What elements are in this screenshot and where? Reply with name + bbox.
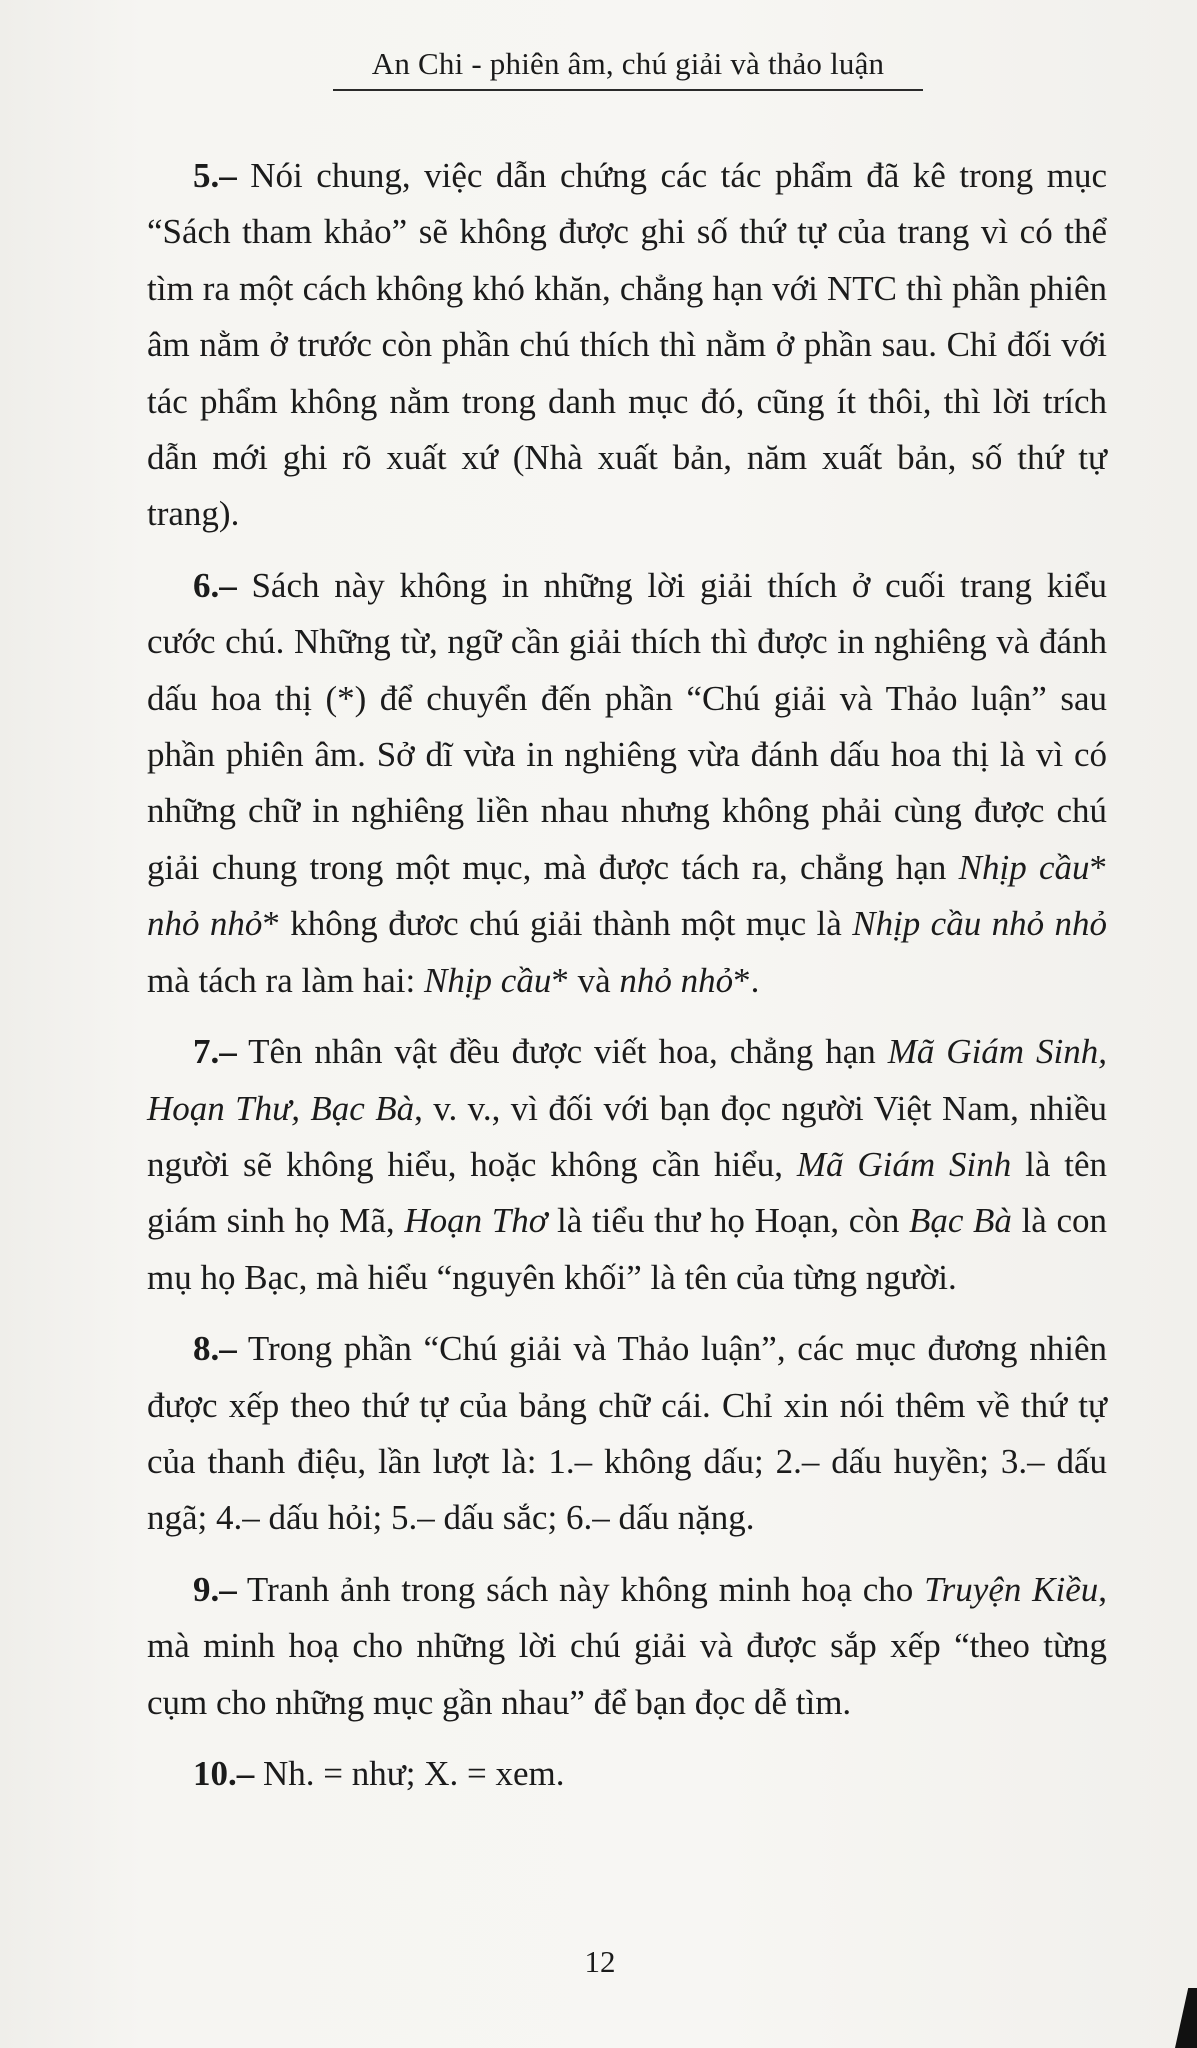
body-text <box>147 148 1107 1817</box>
item-number: 5.– <box>193 156 237 195</box>
text-run: , mà minh hoạ cho những lời chú giải và được sắp xếp “theo từng cụm cho những mục gần nhau” để bạn đọc dễ tìm. <box>147 1569 1108 1722</box>
text-run: là con mụ họ Bạc, mà hiểu “nguyên khối” là tên của từng người. <box>147 1201 1108 1297</box>
text-run: là tên giám sinh họ Mã, <box>147 1144 1107 1241</box>
item-number: 7.– <box>193 1032 237 1072</box>
paragraph-9 <box>147 1562 1107 1731</box>
italic-term: Truyện Kiều <box>924 1569 1099 1609</box>
item-number: 6.– <box>193 565 237 605</box>
paragraph-10 <box>147 1746 1107 1802</box>
page-edge-shadow <box>1175 1988 1197 2048</box>
italic-term: Mã Giám Sinh, Hoạn Thư, Bạc Bà <box>147 1032 1107 1128</box>
italic-term: nhỏ nhỏ <box>619 960 734 1000</box>
italic-term: Nhịp cầu <box>423 960 552 1000</box>
text-run: Nói chung, việc dẫn chứng các tác phẩm đã kê trong mục “Sách tham khảo” sẽ không được ghi số thứ tự của trang vì có thể tìm ra một cách không khó khăn, chẳng hạn với NTC thì phần phiên âm nằm ở trước còn phần chú thích thì nằm ở phần sau. Chỉ đối với tác phẩm không nằm trong danh mục đó, cũng ít thôi, thì lời trích dẫn mới ghi rõ xuất xứ (Nhà xuất bản, năm xuất bản, số thứ tự trang). <box>147 156 1107 534</box>
item-number: 10.– <box>193 1753 255 1793</box>
text-run: Trong phần “Chú giải và Thảo luận”, các mục đương nhiên được xếp theo thứ tự của bảng chữ cái. Chỉ xin nói thêm về thứ tự của thanh điệu, lần lượt là: 1.– không dấu; 2.– dấu huyền; 3.– dấu ngã; 4.– dấu hỏi; 5.– dấu sắc; 6.– dấu nặng. <box>147 1329 1107 1538</box>
text-run: Nh. = như; X. = xem. <box>254 1753 565 1793</box>
italic-term: nhỏ nhỏ <box>147 904 263 944</box>
text-run: mà tách ra làm hai: <box>147 960 424 1000</box>
text-run: * không đươc chú giải thành một mục là <box>262 904 853 944</box>
text-run: là tiểu thư họ Hoạn, còn <box>547 1201 909 1241</box>
text-run: Tên nhân vật đều được viết hoa, chẳng hạn <box>236 1032 888 1072</box>
item-number: 9.– <box>193 1569 237 1609</box>
text-run: Sách này không in những lời giải thích ở cuối trang kiểu cước chú. Những từ, ngữ cần giải thích thì được in nghiêng và đánh dấu hoa thị (*) để chuyển đến phần “Chú giải và Thảo luận” sau phần phiên âm. Sở dĩ vừa in nghiêng vừa đánh dấu hoa thị là vì có những chữ in nghiêng liền nhau nhưng không phải cùng được chú giải chung trong một mục, mà được tách ra, chẳng hạn <box>147 565 1107 887</box>
italic-term: Hoạn Thơ <box>404 1201 548 1241</box>
page-number: 12 <box>584 1944 616 1979</box>
text-run: * <box>1089 847 1108 887</box>
item-number: 8.– <box>193 1329 237 1369</box>
italic-term: Nhịp cầu nhỏ nhỏ <box>852 904 1108 944</box>
italic-term: Nhịp cầu <box>958 847 1090 887</box>
text-run: , v. v., vì đối với bạn đọc người Việt Nam, nhiều người sẽ không hiểu, hoặc không cần hiểu, <box>147 1088 1107 1184</box>
paragraph-7 <box>147 1024 1107 1306</box>
paragraph-8 <box>147 1321 1107 1547</box>
paragraph-6 <box>147 558 1107 1009</box>
text-run: *. <box>733 960 760 1000</box>
italic-term: Bạc Bà <box>908 1201 1012 1241</box>
running-header: An Chi - phiên âm, chú giải và thảo luận <box>371 46 885 81</box>
text-run: Tranh ảnh trong sách này không minh hoạ cho <box>236 1569 925 1609</box>
text-run: * và <box>551 960 620 1000</box>
header-rule <box>333 89 923 91</box>
italic-term: Mã Giám Sinh <box>796 1144 1012 1184</box>
paragraph-5 <box>147 148 1107 543</box>
